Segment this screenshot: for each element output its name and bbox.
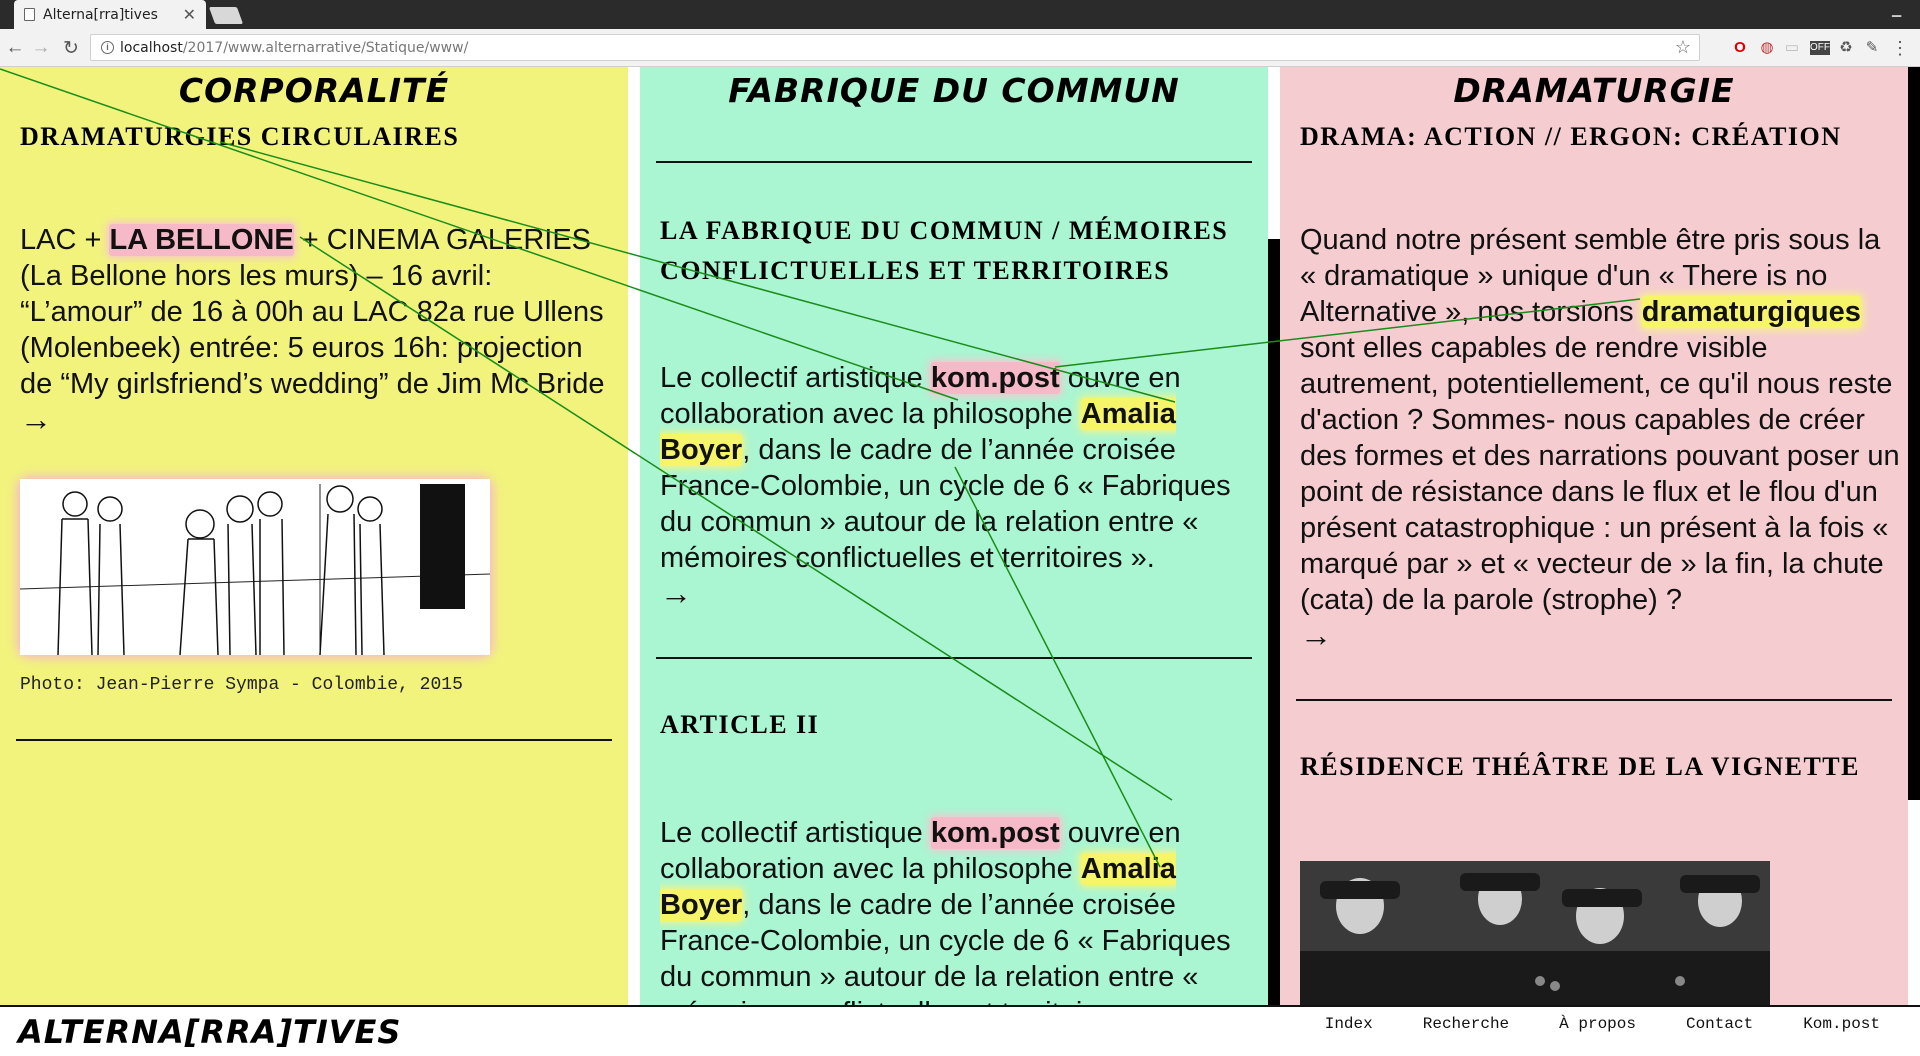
url-host: localhost [120, 39, 183, 56]
highlight-link[interactable]: dramaturgiques [1641, 296, 1861, 328]
article-body [660, 815, 1240, 1031]
article-title[interactable]: RÉSIDENCE THÉÂTRE DE LA VIGNETTE [1300, 752, 1860, 781]
highlight-link[interactable]: Amalia Boyer [660, 398, 1176, 466]
extension-icon[interactable]: ◍ [1760, 39, 1774, 56]
highlight-link[interactable]: LA BELLONE [109, 224, 294, 256]
opera-icon[interactable]: O [1734, 39, 1746, 56]
body-text: , dans le cadre de l’année croisée France-Colombie, un cycle de 6 « Fabriques du commun » autour de la relation entre « mémoires conflictuelles et territoires ». [660, 434, 1231, 574]
divider [1296, 699, 1892, 701]
footer-nav [1325, 1015, 1880, 1033]
article-title[interactable]: DRAMA: ACTION // ERGON: CRÉATION [1300, 122, 1842, 151]
article-photo[interactable] [1300, 861, 1770, 1021]
back-arrow-icon[interactable]: ← [5, 37, 25, 58]
column-heading: DRAMATURGIE [1453, 71, 1735, 110]
info-icon[interactable]: i [101, 41, 114, 54]
article-title[interactable]: ARTICLE II [660, 710, 820, 739]
divider [16, 739, 612, 741]
extension-icon[interactable]: ✎ [1865, 39, 1879, 56]
column-heading: CORPORALITÉ [178, 71, 450, 110]
new-tab-button[interactable] [209, 7, 243, 24]
body-text: ouvre en collaboration avec la philosophe [660, 362, 1181, 430]
nav-link-recherche[interactable]: Recherche [1422, 1015, 1510, 1033]
body-text: + CINEMA GALERIES (La Bellone hors les murs) – 16 avril: “L’amour” de 16 à 00h au LAC 82a rue Ullens (Molenbeek) entrée: 5 euros 16h: projection de “My girlsfriend’s wedding” de Jim Mc Bride [20, 224, 605, 400]
right-arrow-icon[interactable]: → [660, 575, 692, 611]
document-icon [24, 8, 35, 21]
highlight-link[interactable]: kom.post [930, 817, 1060, 849]
right-arrow-icon[interactable]: → [1300, 617, 1332, 653]
photo-caption: Photo: Jean-Pierre Sympa - Colombie, 2015 [20, 675, 463, 695]
forward-arrow-icon[interactable]: → [31, 37, 51, 58]
column-heading: FABRIQUE DU COMMUN [728, 71, 1180, 110]
body-text: Le collectif artistique [660, 362, 931, 394]
nav-link-kom-post[interactable]: Kom.post [1803, 1015, 1880, 1033]
column-dramaturgie [1280, 67, 1908, 1007]
close-icon[interactable]: ✕ [182, 6, 196, 24]
divider [656, 161, 1252, 163]
nav-link-contact[interactable]: Contact [1685, 1015, 1754, 1033]
window-control-icon[interactable]: ▁ [1892, 3, 1902, 17]
reload-icon[interactable]: ↻ [63, 38, 79, 59]
nav-link-a-propos[interactable]: À propos [1559, 1015, 1636, 1033]
menu-icon[interactable]: ⋮ [1891, 38, 1909, 58]
body-text: LAC + [20, 224, 110, 256]
page-content [0, 67, 1920, 1007]
divider [656, 657, 1252, 659]
article-body [660, 360, 1240, 610]
highlight-link[interactable]: Amalia Boyer [660, 853, 1176, 921]
site-footer [0, 1005, 1920, 1056]
extension-icon[interactable]: ▭ [1784, 39, 1800, 56]
tab-bar [0, 0, 1920, 29]
column-separator [1268, 239, 1280, 1007]
bookmark-star-icon[interactable]: ☆ [1674, 37, 1691, 57]
off-icon[interactable]: OFF [1810, 42, 1830, 53]
right-arrow-icon[interactable]: → [20, 401, 52, 437]
recycle-icon[interactable]: ♻ [1839, 39, 1853, 56]
body-text: Le collectif artistique [660, 817, 931, 849]
column-fabrique-du-commun [640, 67, 1268, 1007]
site-logo[interactable]: ALTERNA[RRA]TIVES [18, 1013, 402, 1051]
browser-toolbar [0, 29, 1920, 67]
body-text: ouvre en collaboration avec la philosophe [660, 817, 1181, 885]
scrollbar[interactable] [1908, 67, 1920, 800]
tab-title: Alterna[rra]tives [43, 6, 158, 23]
article-title[interactable]: LA FABRIQUE DU COMMUN / MÉMOIRES CONFLICTUELLES ET TERRITOIRES [660, 216, 1229, 285]
column-corporalite [0, 67, 628, 1007]
article-photo[interactable] [20, 479, 490, 655]
body-text: Quand notre présent semble être pris sous la « dramatique » unique d'un « There is no Alternative », nos torsions [1300, 224, 1881, 328]
url-path: /2017/www.alternarrative/Statique/www/ [182, 39, 469, 56]
article-body [20, 222, 610, 436]
highlight-link[interactable]: kom.post [930, 362, 1060, 394]
article-title[interactable]: DRAMATURGIES CIRCULAIRES [20, 122, 460, 151]
browser-tab[interactable] [14, 0, 206, 29]
nav-link-index[interactable]: Index [1324, 1015, 1373, 1033]
article-body [1300, 222, 1900, 652]
address-bar[interactable] [90, 34, 1700, 61]
body-text: sont elles capables de rendre visible autrement, potentiellement, ce qu'il nous reste d'action ? Sommes- nous capables de créer des formes et des narrations pouvant poser un point de résistance dans le flux et le flou d'un présent catastrophique : un présent à la fois « marqué par » et « vecteur de » la fin, la chute (cata) de la parole (strophe) ? [1300, 332, 1900, 616]
body-text: , dans le cadre de l’année croisée France-Colombie, un cycle de 6 « Fabriques du commun » autour de la relation entre « [660, 889, 1231, 993]
